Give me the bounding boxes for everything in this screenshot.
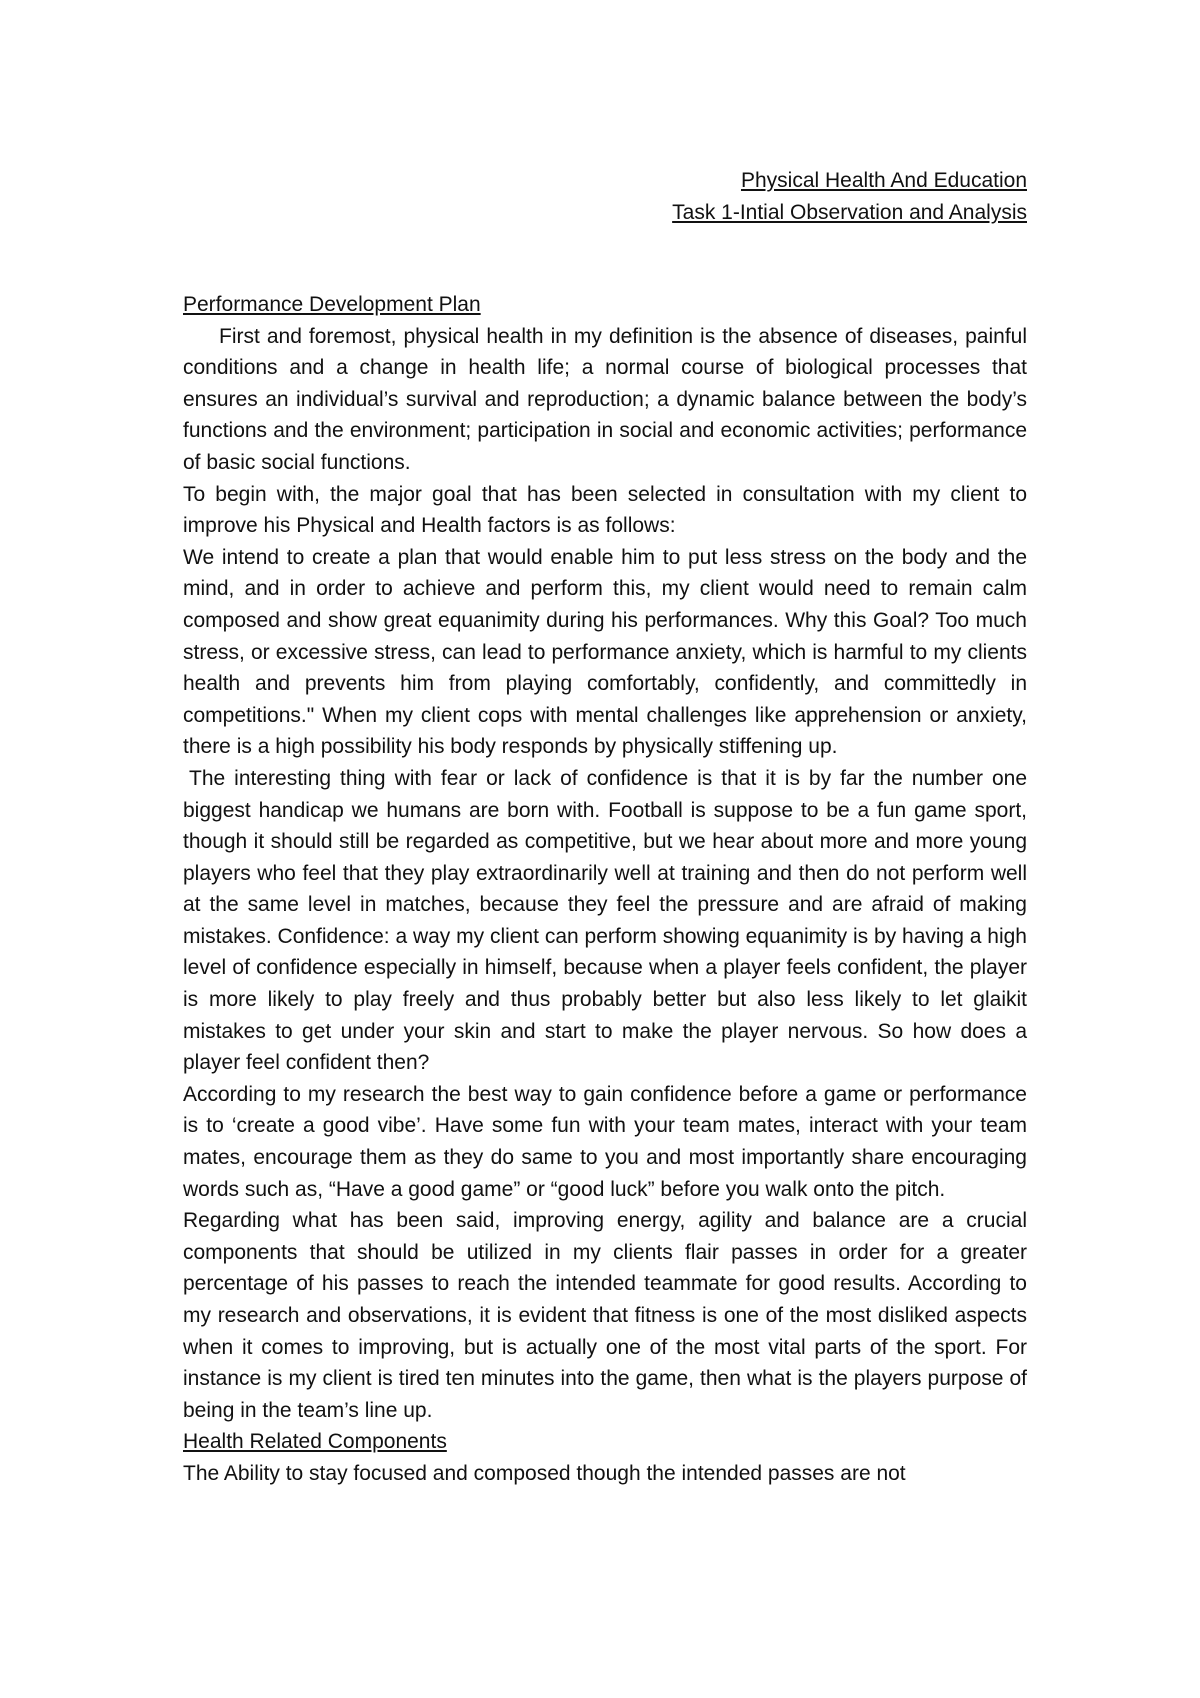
paragraph-major-goal-intro: To begin with, the major goal that has been selected in consultation with my client to improve his Physical and Health factors is as follows: xyxy=(183,482,1027,538)
document-subtitle: Task 1-Intial Observation and Analysis xyxy=(672,201,1027,224)
paragraph-goal-stress-plan: We intend to create a plan that would enable him to put less stress on the body and the mind, and in order to achieve and perform this, my client would need to remain calm composed and show great equanimity during his performances. Why this Goal? Too much stress, or excessive stress, can lead to performance anxiety, which is harmful to my clients health and prevents him from playing comfortably, confidently, and committedly in competitions." When my client cops with mental challenges like apprehension or anxiety, there is a high possibility his body responds by physically stiffening up. xyxy=(183,545,1027,759)
document-title: Physical Health And Education xyxy=(740,169,1027,192)
paragraph-physical-health-definition: First and foremost, physical health in my definition is the absence of diseases, painful conditions and a change in health life; a normal course of biological processes that ensures an individual’s survival and reproduction; a dynamic balance between the body’s functions and the environment; participation in social and economic activities; performance of basic social functions. xyxy=(183,324,1027,474)
section-heading-performance-plan: Performance Development Plan xyxy=(183,293,481,316)
document-header xyxy=(672,165,1027,229)
paragraph-focus-composure: The Ability to stay focused and composed though the intended passes are not xyxy=(183,1461,906,1485)
paragraph-good-vibe: According to my research the best way to gain confidence before a game or performance is to ‘create a good vibe’. Have some fun with your team mates, interact with your team mates, encourage them as they do same to you and most importantly share encouraging words such as, “Have a good game” or “good luck” before you walk onto the pitch. xyxy=(183,1082,1027,1201)
section-heading-health-components: Health Related Components xyxy=(183,1430,447,1454)
paragraph-energy-agility-balance: Regarding what has been said, improving energy, agility and balance are a crucial components that should be utilized in my clients flair passes in order for a greater percentage of his passes to reach the intended teammate for good results. According to my research and observations, it is evident that fitness is one of the most disliked aspects when it comes to improving, but is actually one of the most vital parts of the sport. For instance is my client is tired ten minutes into the game, then what is the players purpose of being in the team’s line up. xyxy=(183,1209,1027,1422)
document-body xyxy=(183,289,1027,1490)
paragraph-fear-and-confidence: The interesting thing with fear or lack of confidence is that it is by far the number one biggest handicap we humans are born with. Football is suppose to be a fun game sport, though it should still be regarded as competitive, but we hear about more and more young players who feel that they play extraordinarily well at training and then do not perform well at the same level in matches, because they feel the pressure and are afraid of making mistakes. Confidence: a way my client can perform showing equanimity is by having a high level of confidence especially in himself, because when a player feels confident, the player is more likely to play freely and thus probably better but also less likely to let glaikit mistakes to get under your skin and start to make the player nervous. So how does a player feel confident then? xyxy=(183,766,1027,1075)
